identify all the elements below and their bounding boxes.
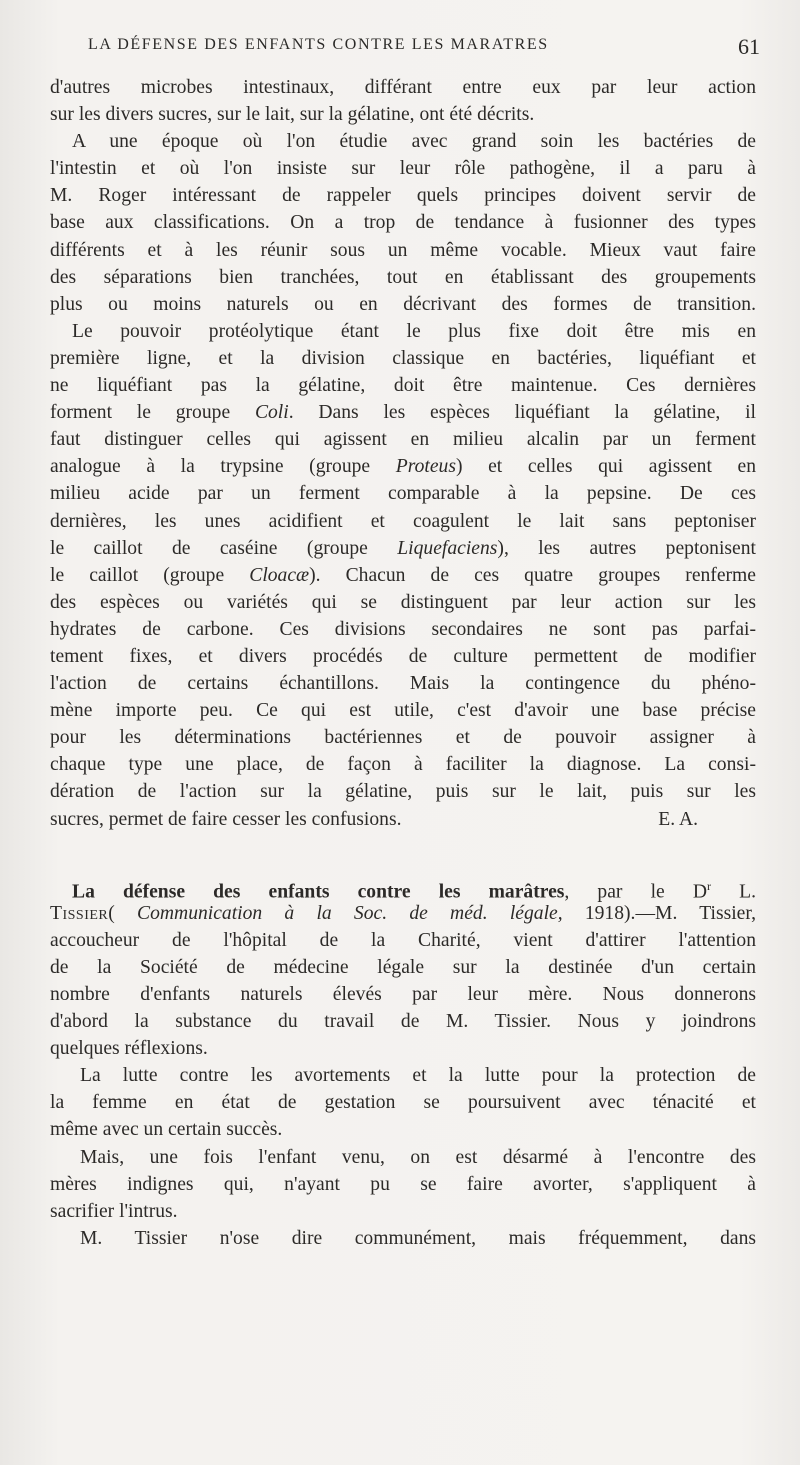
genus-name: Cloacæ xyxy=(249,564,310,586)
article-title: La défense des enfants contre les marâtres xyxy=(72,881,565,903)
text-line: même avec un certain succès. xyxy=(50,1119,283,1141)
text-line: quelques réflexions. xyxy=(50,1038,208,1060)
text-line: mène importe peu. Ce qui est utile, c'est d'avoir une base précise xyxy=(50,700,756,722)
text-line: tement fixes, et divers procédés de culture permettent de modifier xyxy=(50,645,756,667)
text-line: différents et à les réunir sous un même vocable. Mieux vaut faire xyxy=(50,239,756,261)
text-line xyxy=(50,453,756,480)
text-run: 1918).—M. Tissier, xyxy=(562,902,756,924)
text-line: des séparations bien tranchées, tout en établissant des groupements xyxy=(50,266,756,288)
text-run: sucres, permet de faire cesser les confusions. xyxy=(50,808,402,830)
text-line: M. Tissier n'ose dire communément, mais fréquemment, dans xyxy=(80,1227,756,1249)
text-run: , par le D xyxy=(564,881,707,903)
text-line: base aux classifications. On a trop de tendance à fusionner des types xyxy=(50,212,756,234)
body-text xyxy=(50,74,756,1252)
text-line: dernières, les unes acidifient et coagulent le lait sans peptoniser xyxy=(50,510,756,532)
text-line: sur les divers sucres, sur le lait, sur la gélatine, ont été décrits. xyxy=(50,104,535,126)
author-initials: E. A. xyxy=(658,808,698,830)
text-line: l'action de certains échantillons. Mais la contingence du phéno- xyxy=(50,673,756,695)
text-line: d'abord la substance du travail de M. Tissier. Nous y joindrons xyxy=(50,1011,756,1033)
text-line: nombre d'enfants naturels élevés par leur mère. Nous donnerons xyxy=(50,984,756,1005)
genus-name: Proteus xyxy=(395,456,456,478)
text-run: ), les autres peptonisent xyxy=(497,537,756,559)
text-line: pour les déterminations bactériennes et de pouvoir assigner à xyxy=(50,727,756,749)
citation: Communication à la Soc. de méd. légale, xyxy=(137,902,563,924)
text-line: la femme en état de gestation se poursuivent avec ténacité et xyxy=(50,1092,756,1114)
text-line: M. Roger intéressant de rappeler quels principes doivent servir de xyxy=(50,185,756,207)
text-line: chaque type une place, de façon à faciliter la diagnose. La consi- xyxy=(50,754,756,776)
text-line: La lutte contre les avortements et la lutte pour la protection de xyxy=(80,1065,756,1087)
superscript: r xyxy=(707,878,711,893)
section-gap xyxy=(50,833,756,873)
text-run: forment le groupe xyxy=(50,402,255,424)
text-run: ( xyxy=(108,902,138,924)
text-run: ). Chacun de ces quatre groupes renferme xyxy=(309,564,756,586)
text-line xyxy=(50,562,756,589)
text-line: Le pouvoir protéolytique étant le plus fixe doit être mis en xyxy=(72,320,756,342)
text-line: dération de l'action sur la gélatine, puis sur le lait, puis sur les xyxy=(50,781,756,803)
text-line: faut distinguer celles qui agissent en milieu alcalin par un ferment xyxy=(50,429,756,451)
page-number: 61 xyxy=(738,34,760,59)
text-line xyxy=(50,806,756,833)
text-line: première ligne, et la division classique en bactéries, liquéfiant et xyxy=(50,347,756,369)
text-line: l'intestin et où l'on insiste sur leur rôle pathogène, il a paru à xyxy=(50,158,756,180)
text-run: . Dans les espèces liquéfiant la gélatine, il xyxy=(288,402,756,424)
text-run: L. xyxy=(711,881,756,903)
author-name: Tissier xyxy=(50,902,109,924)
genus-name: Coli xyxy=(254,402,289,424)
text-line: mères indignes qui, n'ayant pu se faire avorter, s'appliquent à xyxy=(50,1173,756,1195)
text-line xyxy=(50,900,756,927)
text-run: le caillot (groupe xyxy=(50,564,250,586)
running-header xyxy=(88,34,760,64)
text-line: plus ou moins naturels ou en décrivant des formes de transition. xyxy=(50,293,756,315)
text-line: de la Société de médecine légale sur la destinée d'un certain xyxy=(50,956,756,978)
article-heading-line xyxy=(50,873,756,903)
text-line: ne liquéfiant pas la gélatine, doit être maintenue. Ces dernières xyxy=(50,375,756,397)
running-title: LA DÉFENSE DES ENFANTS CONTRE LES MARATRES xyxy=(88,36,549,53)
text-line: sacrifier l'intrus. xyxy=(50,1200,178,1222)
text-line: hydrates de carbone. Ces divisions secondaires ne sont pas parfai- xyxy=(50,618,756,640)
text-line: d'autres microbes intestinaux, différant entre eux par leur action xyxy=(50,77,756,98)
text-run: ) et celles qui agissent en xyxy=(455,456,757,478)
text-line: milieu acide par un ferment comparable à la pepsine. De ces xyxy=(50,483,756,505)
text-line xyxy=(50,535,756,562)
genus-name: Liquefaciens xyxy=(397,537,498,559)
text-line: accoucheur de l'hôpital de la Charité, vient d'attirer l'attention xyxy=(50,929,756,951)
text-run: analogue à la trypsine (groupe xyxy=(50,456,396,478)
text-line: A une époque où l'on étudie avec grand soin les bactéries de xyxy=(72,131,756,153)
text-line: Mais, une fois l'enfant venu, on est désarmé à l'encontre des xyxy=(80,1146,756,1168)
text-line: des espèces ou variétés qui se distinguent par leur action sur les xyxy=(50,591,756,613)
text-run: le caillot de caséine (groupe xyxy=(50,537,398,559)
text-line xyxy=(50,399,756,426)
